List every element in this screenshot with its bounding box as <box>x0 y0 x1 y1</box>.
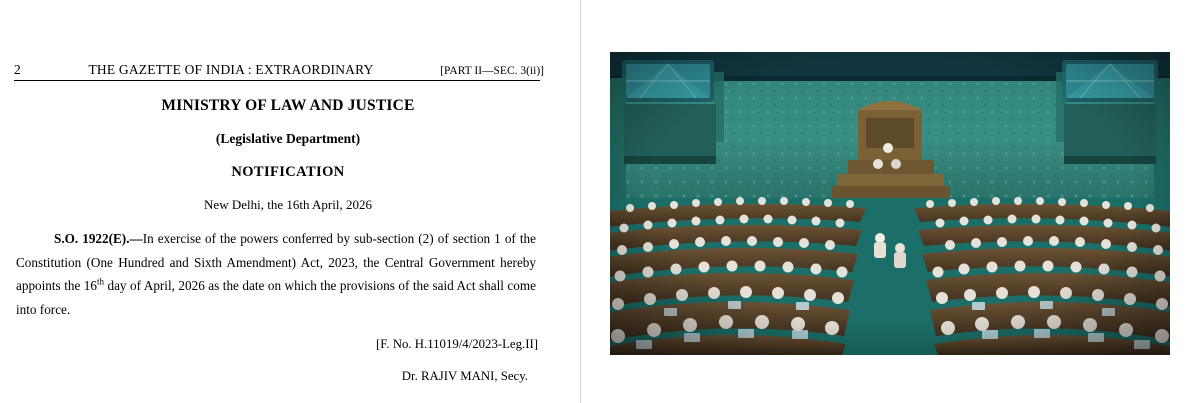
parliament-chamber-illustration <box>610 52 1170 355</box>
ministry-heading: MINISTRY OF LAW AND JUSTICE <box>161 97 415 114</box>
so-number: S.O. 1922(E).— <box>54 231 143 246</box>
photo-panel <box>603 0 1200 403</box>
body-text-part-2: day of April, 2026 as the date on which the provisions of the said Act shall come into force. <box>16 278 536 317</box>
page-separator <box>580 0 603 403</box>
ordinal-suffix: th <box>97 276 104 287</box>
header-divider <box>14 80 540 81</box>
dateline: New Delhi, the 16th April, 2026 <box>204 197 372 212</box>
file-number: [F. No. H.11019/4/2023-Leg.II] <box>376 337 538 351</box>
parliament-photo <box>610 52 1170 355</box>
gazette-content <box>0 62 580 384</box>
notification-body <box>10 227 566 321</box>
gazette-document <box>0 0 580 403</box>
notification-heading: NOTIFICATION <box>231 164 345 180</box>
document-header <box>10 62 566 80</box>
signatory: Dr. RAJIV MANI, Secy. <box>401 369 528 383</box>
page-number: 2 <box>14 62 21 77</box>
body-text-part-1: In exercise of the powers conferred by sub-section (2) of section 1 of the Constitution (One Hundred and Sixth Amendment) Act, 2023, the Central Government hereby appoints the 16 <box>16 231 536 293</box>
gazette-title: THE GAZETTE OF INDIA : EXTRAORDINARY <box>88 62 374 77</box>
part-reference: [PART II—SEC. 3(ii)] <box>440 65 544 77</box>
department-heading: (Legislative Department) <box>215 131 361 146</box>
